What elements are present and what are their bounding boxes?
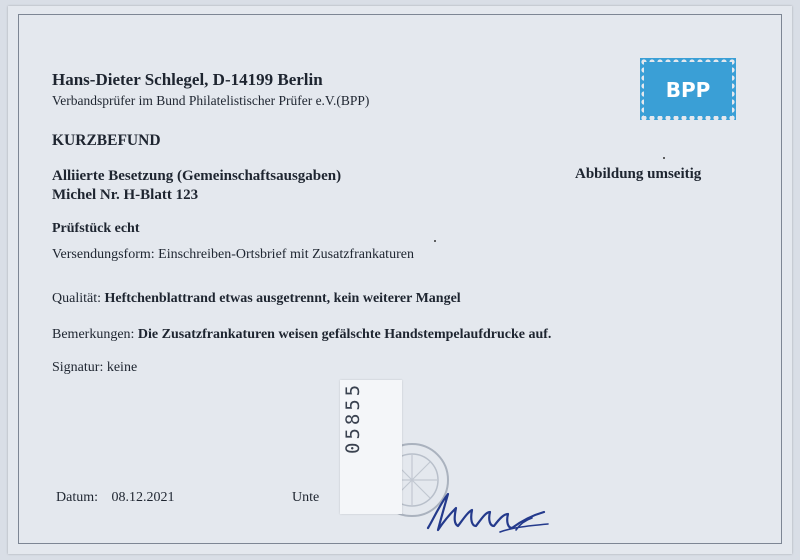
ink-speck [663, 157, 665, 159]
quality-label: Qualität: [52, 291, 101, 306]
signature-field-label: Unte [292, 490, 320, 505]
quality-value: Heftchenblattrand etwas ausgetrennt, kein weiterer Mangel [104, 291, 461, 306]
signature-label: Signatur: [52, 360, 104, 375]
sticker-number: 05855 [342, 381, 364, 454]
illustration-note: Abbildung umseitig [575, 166, 702, 182]
signature-value: keine [106, 360, 138, 375]
date-value: 08.12.2021 [111, 490, 175, 505]
date-row [56, 490, 175, 506]
date-label: Datum: [56, 490, 98, 505]
signature-row [52, 360, 137, 376]
shipping-label: Versendungsform: [52, 247, 155, 262]
issue-area: Alliierte Besetzung (Gemeinschaftsausgaben) [52, 168, 342, 184]
result-text: Prüfstück echt [52, 221, 140, 236]
issuer-name: Hans-Dieter Schlegel, D-14199 Berlin [52, 70, 323, 89]
bpp-logo [640, 58, 736, 120]
shipping-value: Einschreiben-Ortsbrief mit Zusatzfrankaturen [158, 247, 414, 262]
michel-number: Michel Nr. H-Blatt 123 [52, 187, 199, 203]
ink-speck [434, 240, 436, 242]
quality-row [52, 291, 461, 307]
issuer-subtitle: Verbandsprüfer im Bund Philatelistischer Prüfer e.V.(BPP) [52, 93, 370, 108]
remarks-value: Die Zusatzfrankaturen weisen gefälschte Handstempelaufdrucke auf. [137, 327, 552, 342]
report-heading: KURZBEFUND [52, 132, 161, 149]
shipping-row [52, 247, 414, 263]
bpp-logo-text: BPP [665, 78, 711, 102]
remarks-row [52, 327, 551, 343]
handwritten-signature [420, 478, 560, 538]
remarks-label: Bemerkungen: [52, 327, 135, 342]
